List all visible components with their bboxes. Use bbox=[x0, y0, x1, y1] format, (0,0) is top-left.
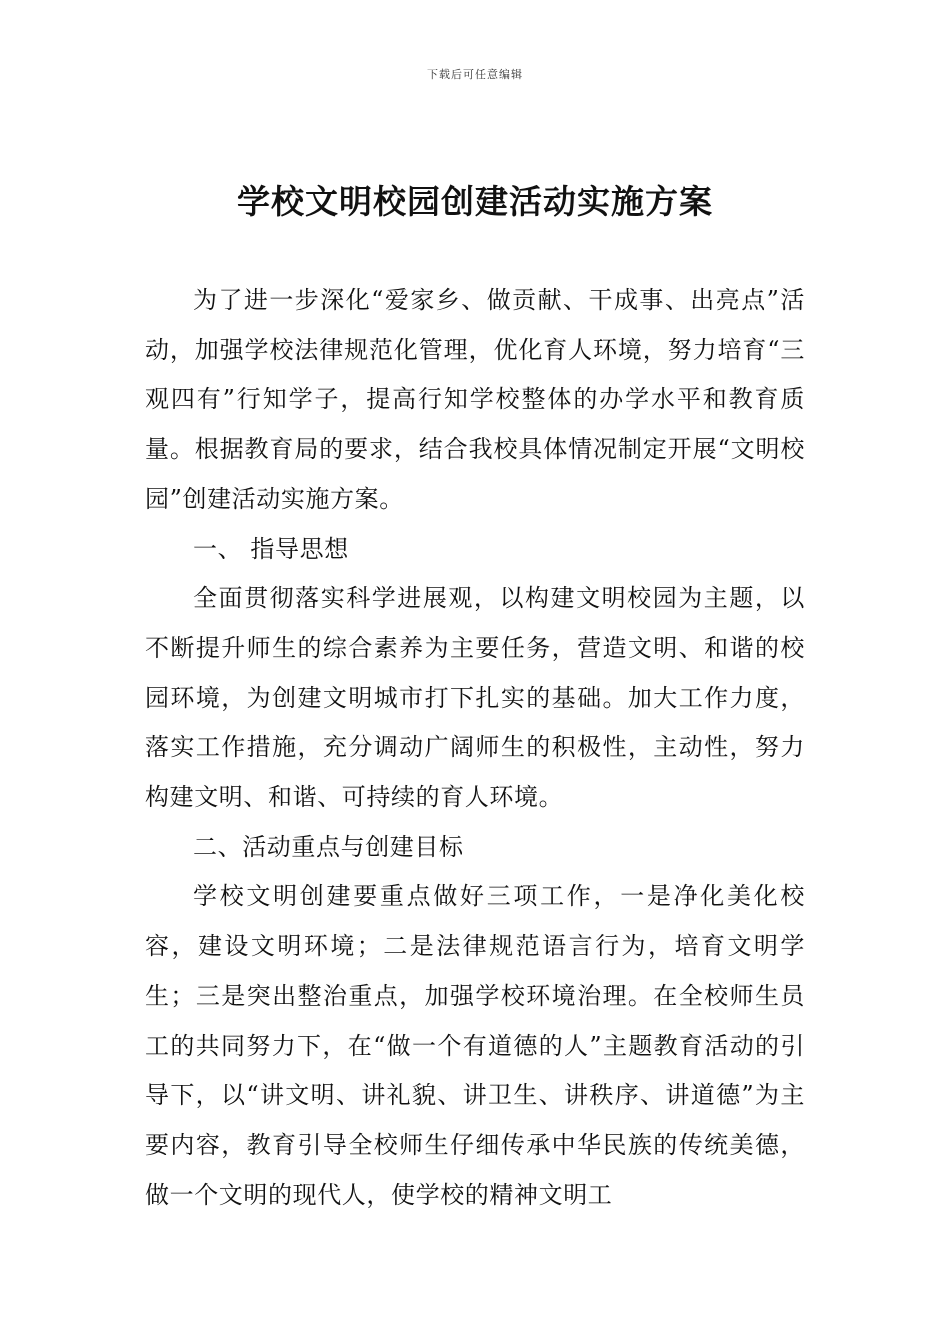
document-body bbox=[145, 276, 805, 1220]
document-title: 学校文明校园创建活动实施方案 bbox=[237, 182, 713, 221]
page-header: 下载后可任意编辑 bbox=[427, 68, 523, 81]
section-heading-goals: 二、活动重点与创建目标 bbox=[193, 832, 464, 861]
guiding-thought-paragraph: 全面贯彻落实科学进展观，以构建文明校园为主题，以不断提升师生的综合素养为主要任务，营造文明、和谐的校园环境，为创建文明城市打下扎实的基础。加大工作力度，落实工作措施，充分调动广阔师生的积极性，主动性，努力构建文明、和谐、可持续的育人环境。 bbox=[145, 584, 805, 812]
goals-paragraph: 学校文明创建要重点做好三项工作，一是净化美化校容，建设文明环境；二是法律规范语言行为，培育文明学生；三是突出整治重点，加强学校环境治理。在全校师生员工的共同努力下，在“做一个有道德的人”主题教育活动的引导下，以“讲文明、讲礼貌、讲卫生、讲秩序、讲道德”为主要内容，教育引导全校师生仔细传承中华民族的传统美德，做一个文明的现代人，使学校的精神文明工 bbox=[145, 882, 805, 1209]
section-heading-guiding-thought: 一、 指导思想 bbox=[193, 534, 349, 563]
intro-paragraph: 为了进一步深化“爱家乡、做贡献、干成事、出亮点”活动，加强学校法律规范化管理，优化育人环境，努力培育“三观四有”行知学子，提高行知学校整体的办学水平和教育质量。根据教育局的要求，结合我校具体情况制定开展“文明校园”创建活动实施方案。 bbox=[145, 286, 805, 513]
